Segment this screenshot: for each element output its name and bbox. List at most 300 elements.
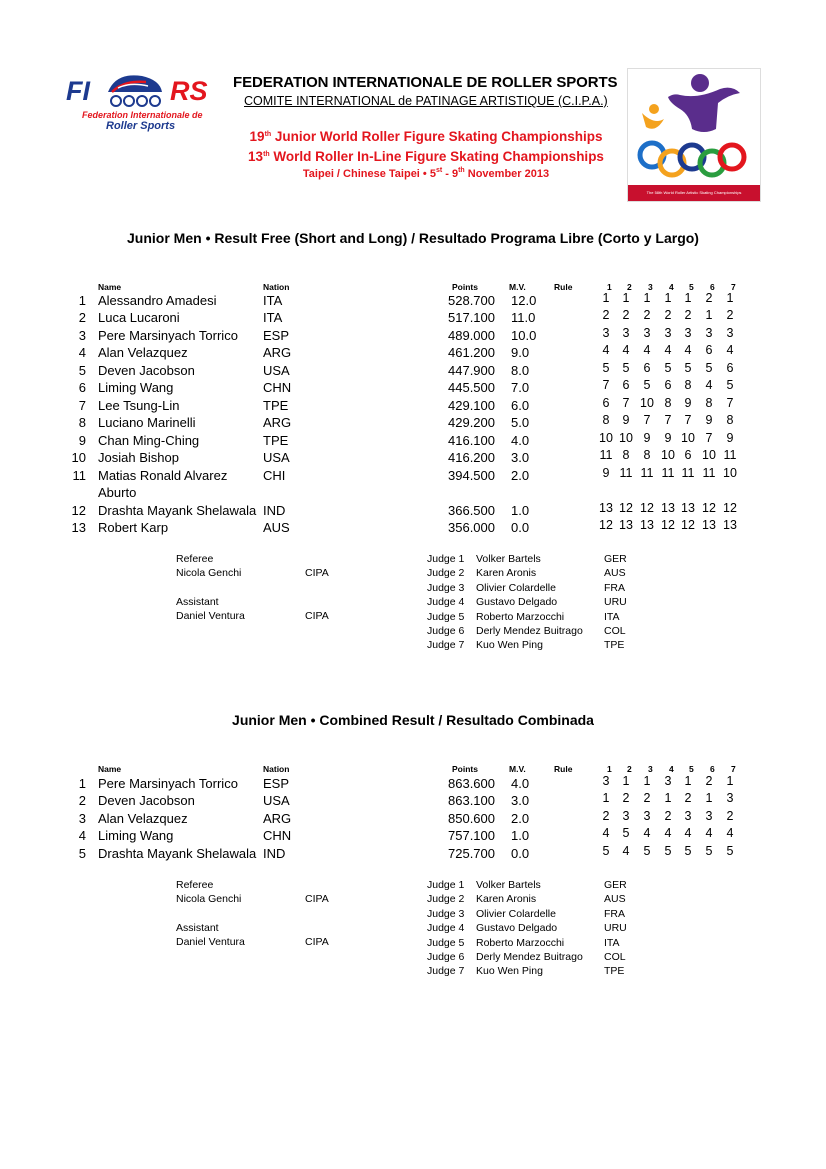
judge-nation: FRA bbox=[604, 581, 625, 594]
judge-mark-2: 12 bbox=[619, 501, 633, 515]
judge-mark-2: 9 bbox=[622, 413, 630, 427]
column-header-nation: Nation bbox=[263, 282, 290, 292]
judge-mark-4: 13 bbox=[661, 501, 675, 515]
judge-mark-3: 5 bbox=[643, 844, 651, 858]
column-header-points: Points bbox=[452, 764, 478, 774]
result-name-continued: Aburto bbox=[98, 485, 137, 500]
judge-mark-4: 7 bbox=[664, 413, 672, 427]
result-points: 356.000 bbox=[448, 520, 495, 535]
result-points: 489.000 bbox=[448, 328, 495, 343]
judge-nation: TPE bbox=[604, 965, 625, 978]
result-nation: CHN bbox=[263, 828, 292, 843]
result-rank: 1 bbox=[78, 776, 86, 791]
roller-skate-icon bbox=[102, 70, 166, 110]
result-rank: 1 bbox=[78, 293, 86, 308]
judge-mark-6: 2 bbox=[705, 291, 713, 305]
judge-label: Judge 6 bbox=[427, 951, 465, 963]
result-mv: 6.0 bbox=[511, 398, 530, 413]
org-title: FEDERATION INTERNATIONALE DE ROLLER SPORTS bbox=[233, 74, 618, 91]
judge-mark-1: 5 bbox=[602, 844, 610, 858]
judge-mark-7: 3 bbox=[726, 791, 734, 805]
result-nation: CHI bbox=[263, 468, 286, 483]
judge-mark-1: 2 bbox=[602, 308, 610, 322]
result-rank: 6 bbox=[78, 380, 86, 395]
column-header-judge-6: 6 bbox=[710, 282, 715, 292]
judge-mark-1: 9 bbox=[602, 466, 610, 480]
column-header-judge-7: 7 bbox=[731, 764, 736, 774]
judge-mark-7: 2 bbox=[726, 809, 734, 823]
judge-name: Kuo Wen Ping bbox=[476, 965, 543, 978]
judge-mark-1: 13 bbox=[599, 501, 613, 515]
judge-name: Olivier Colardelle bbox=[476, 581, 556, 594]
judge-mark-4: 5 bbox=[664, 844, 672, 858]
result-rank: 9 bbox=[78, 433, 86, 448]
org-subtitle: COMITE INTERNATIONAL de PATINAGE ARTISTIQUE (C.I.P.A.) bbox=[244, 94, 608, 108]
result-mv: 2.0 bbox=[511, 468, 530, 483]
result-name: Drashta Mayank Shelawala bbox=[98, 503, 257, 518]
judge-mark-1: 3 bbox=[602, 326, 610, 340]
result-name: Deven Jacobson bbox=[98, 363, 195, 378]
column-header-judge-3: 3 bbox=[648, 282, 653, 292]
referee-label: Referee bbox=[176, 553, 214, 565]
assistant-name: Daniel Ventura bbox=[176, 610, 245, 622]
result-mv: 10.0 bbox=[511, 328, 537, 343]
championship-logo-caption: The 58th World Roller Artistic Skating Championships bbox=[628, 185, 760, 201]
referee-name: Nicola Genchi bbox=[176, 893, 242, 905]
result-points: 447.900 bbox=[448, 363, 495, 378]
section-title-combined: Junior Men • Combined Result / Resultado Combinada bbox=[232, 712, 594, 728]
judge-mark-1: 5 bbox=[602, 361, 610, 375]
judge-name: Gustavo Delgado bbox=[476, 922, 558, 935]
championship-location: Taipei / Chinese Taipei • 5st - 9th November 2013 bbox=[302, 167, 550, 180]
judge-mark-1: 1 bbox=[602, 791, 610, 805]
judge-mark-3: 5 bbox=[643, 378, 651, 392]
judge-mark-7: 7 bbox=[726, 396, 734, 410]
judge-mark-4: 3 bbox=[664, 774, 672, 788]
judge-mark-5: 10 bbox=[681, 431, 695, 445]
result-mv: 1.0 bbox=[511, 828, 530, 843]
result-nation: ITA bbox=[263, 293, 283, 308]
column-header-points: Points bbox=[452, 282, 478, 292]
result-mv: 9.0 bbox=[511, 345, 530, 360]
result-name: Luciano Marinelli bbox=[98, 415, 196, 430]
result-name: Alan Velazquez bbox=[98, 345, 188, 360]
judge-name: Gustavo Delgado bbox=[476, 596, 558, 609]
judge-label: Judge 1 bbox=[427, 553, 465, 565]
judge-mark-3: 13 bbox=[640, 518, 654, 532]
judge-mark-6: 5 bbox=[705, 361, 713, 375]
judge-nation: URU bbox=[604, 596, 627, 609]
judge-mark-2: 5 bbox=[622, 826, 630, 840]
judge-mark-5: 4 bbox=[684, 826, 692, 840]
judge-label: Judge 7 bbox=[427, 965, 465, 978]
result-name: Drashta Mayank Shelawala bbox=[98, 846, 257, 861]
result-points: 850.600 bbox=[448, 811, 495, 826]
judge-mark-6: 6 bbox=[705, 343, 713, 357]
judge-mark-3: 10 bbox=[640, 396, 654, 410]
result-nation: IND bbox=[263, 503, 286, 518]
result-mv: 1.0 bbox=[511, 503, 530, 518]
judge-mark-6: 5 bbox=[705, 844, 713, 858]
result-mv: 3.0 bbox=[511, 793, 530, 808]
result-points: 863.100 bbox=[448, 793, 495, 808]
judge-mark-1: 12 bbox=[599, 518, 613, 532]
judge-mark-2: 1 bbox=[622, 291, 630, 305]
judge-mark-7: 5 bbox=[726, 844, 734, 858]
judge-name: Volker Bartels bbox=[476, 553, 541, 565]
judge-nation: ITA bbox=[604, 936, 620, 949]
column-header-name: Name bbox=[98, 282, 122, 292]
column-header-judge-1: 1 bbox=[607, 282, 612, 292]
result-name: Robert Karp bbox=[98, 520, 169, 535]
judge-mark-3: 4 bbox=[643, 826, 651, 840]
judge-mark-4: 10 bbox=[661, 448, 675, 462]
assistant-org: CIPA bbox=[305, 610, 329, 622]
judge-nation: COL bbox=[604, 951, 626, 963]
judge-mark-1: 4 bbox=[602, 826, 610, 840]
judge-mark-7: 5 bbox=[726, 378, 734, 392]
judge-mark-3: 1 bbox=[643, 774, 651, 788]
judge-mark-5: 3 bbox=[684, 326, 692, 340]
judge-mark-5: 1 bbox=[684, 291, 692, 305]
result-mv: 2.0 bbox=[511, 811, 530, 826]
assistant-label: Assistant bbox=[176, 922, 219, 934]
result-mv: 12.0 bbox=[511, 293, 537, 308]
judge-mark-3: 1 bbox=[643, 291, 651, 305]
judge-mark-6: 3 bbox=[705, 809, 713, 823]
judge-mark-4: 12 bbox=[661, 518, 675, 532]
judge-mark-3: 8 bbox=[643, 448, 651, 462]
judge-mark-5: 11 bbox=[681, 466, 695, 480]
result-nation: USA bbox=[263, 450, 290, 465]
result-name: Alan Velazquez bbox=[98, 811, 188, 826]
result-rank: 7 bbox=[78, 398, 86, 413]
judge-mark-3: 3 bbox=[643, 326, 651, 340]
result-points: 863.600 bbox=[448, 776, 495, 791]
championship-title-1: 19th Junior World Roller Figure Skating Championships bbox=[249, 129, 603, 144]
judge-mark-4: 11 bbox=[661, 466, 675, 480]
result-nation: USA bbox=[263, 363, 290, 378]
judge-mark-1: 8 bbox=[602, 413, 610, 427]
judge-mark-3: 6 bbox=[643, 361, 651, 375]
judge-mark-1: 3 bbox=[602, 774, 610, 788]
result-points: 461.200 bbox=[448, 345, 495, 360]
judge-mark-5: 12 bbox=[681, 518, 695, 532]
judge-mark-5: 5 bbox=[684, 361, 692, 375]
judge-mark-2: 3 bbox=[622, 326, 630, 340]
judge-mark-6: 13 bbox=[702, 518, 716, 532]
judge-mark-2: 8 bbox=[622, 448, 630, 462]
judge-name: Karen Aronis bbox=[476, 567, 537, 580]
judge-mark-1: 2 bbox=[602, 809, 610, 823]
skater-figure-icon bbox=[628, 69, 760, 185]
column-header-name: Name bbox=[98, 764, 122, 774]
judge-nation: URU bbox=[604, 922, 627, 935]
column-header-judge-6: 6 bbox=[710, 764, 715, 774]
judge-mark-7: 11 bbox=[723, 448, 737, 462]
judge-mark-1: 7 bbox=[602, 378, 610, 392]
judge-mark-4: 6 bbox=[664, 378, 672, 392]
result-mv: 7.0 bbox=[511, 380, 530, 395]
judge-mark-4: 2 bbox=[664, 809, 672, 823]
judge-mark-6: 2 bbox=[705, 774, 713, 788]
judge-label: Judge 2 bbox=[427, 893, 465, 906]
result-name: Luca Lucaroni bbox=[98, 310, 180, 325]
judge-name: Karen Aronis bbox=[476, 893, 537, 906]
judge-nation: GER bbox=[604, 553, 627, 565]
judge-mark-6: 1 bbox=[705, 308, 713, 322]
assistant-org: CIPA bbox=[305, 936, 329, 948]
result-nation: ARG bbox=[263, 811, 292, 826]
judge-mark-4: 4 bbox=[664, 343, 672, 357]
judge-name: Volker Bartels bbox=[476, 879, 541, 891]
judge-mark-3: 2 bbox=[643, 308, 651, 322]
judge-nation: AUS bbox=[604, 893, 626, 906]
judge-name: Roberto Marzocchi bbox=[476, 936, 565, 949]
judge-mark-7: 1 bbox=[726, 774, 734, 788]
judge-mark-4: 2 bbox=[664, 308, 672, 322]
judge-name: Kuo Wen Ping bbox=[476, 639, 543, 652]
judge-name: Roberto Marzocchi bbox=[476, 610, 565, 623]
column-header-judge-5: 5 bbox=[689, 282, 694, 292]
judge-mark-2: 5 bbox=[622, 361, 630, 375]
result-mv: 3.0 bbox=[511, 450, 530, 465]
result-mv: 4.0 bbox=[511, 433, 530, 448]
result-rank: 5 bbox=[78, 363, 86, 378]
column-header-judge-5: 5 bbox=[689, 764, 694, 774]
column-header-nation: Nation bbox=[263, 764, 290, 774]
judge-mark-4: 5 bbox=[664, 361, 672, 375]
judge-mark-2: 11 bbox=[619, 466, 633, 480]
result-name: Matias Ronald Alvarez bbox=[98, 468, 228, 483]
judge-mark-7: 2 bbox=[726, 308, 734, 322]
result-name: Chan Ming-Ching bbox=[98, 433, 200, 448]
logo-tagline-2: Roller Sports bbox=[106, 120, 176, 132]
result-points: 517.100 bbox=[448, 310, 495, 325]
judge-mark-3: 7 bbox=[643, 413, 651, 427]
championship-title-2: 13th World Roller In-Line Figure Skating Championships bbox=[248, 149, 604, 164]
judge-mark-2: 4 bbox=[622, 844, 630, 858]
result-nation: TPE bbox=[263, 398, 289, 413]
judge-mark-5: 4 bbox=[684, 343, 692, 357]
result-name: Pere Marsinyach Torrico bbox=[98, 776, 238, 791]
result-rank: 11 bbox=[72, 468, 86, 483]
fiars-logo bbox=[66, 70, 226, 132]
result-name: Liming Wang bbox=[98, 828, 174, 843]
result-points: 429.100 bbox=[448, 398, 495, 413]
judge-mark-1: 4 bbox=[602, 343, 610, 357]
result-nation: ESP bbox=[263, 776, 290, 791]
result-nation: ARG bbox=[263, 415, 292, 430]
judge-mark-5: 3 bbox=[684, 809, 692, 823]
result-rank: 2 bbox=[78, 310, 86, 325]
judge-nation: ITA bbox=[604, 610, 620, 623]
result-nation: CHN bbox=[263, 380, 292, 395]
result-rank: 2 bbox=[78, 793, 86, 808]
result-points: 416.200 bbox=[448, 450, 495, 465]
judge-name: Olivier Colardelle bbox=[476, 907, 556, 920]
judge-nation: AUS bbox=[604, 567, 626, 580]
result-mv: 4.0 bbox=[511, 776, 530, 791]
column-header-rule: Rule bbox=[554, 764, 573, 774]
judge-mark-6: 4 bbox=[705, 826, 713, 840]
judge-mark-4: 1 bbox=[664, 791, 672, 805]
judge-label: Judge 1 bbox=[427, 879, 465, 891]
column-header-mv: M.V. bbox=[509, 764, 526, 774]
judge-mark-6: 9 bbox=[705, 413, 713, 427]
result-points: 445.500 bbox=[448, 380, 495, 395]
result-rank: 5 bbox=[78, 846, 86, 861]
judge-mark-6: 12 bbox=[702, 501, 716, 515]
judge-mark-5: 9 bbox=[684, 396, 692, 410]
column-header-judge-7: 7 bbox=[731, 282, 736, 292]
judge-label: Judge 4 bbox=[427, 596, 465, 609]
judge-mark-5: 7 bbox=[684, 413, 692, 427]
judge-label: Judge 3 bbox=[427, 907, 465, 920]
assistant-label: Assistant bbox=[176, 596, 219, 608]
result-name: Liming Wang bbox=[98, 380, 174, 395]
result-rank: 13 bbox=[71, 520, 86, 535]
result-nation: USA bbox=[263, 793, 290, 808]
judge-mark-7: 6 bbox=[726, 361, 734, 375]
result-points: 725.700 bbox=[448, 846, 495, 861]
result-points: 366.500 bbox=[448, 503, 495, 518]
judge-label: Judge 5 bbox=[427, 936, 465, 949]
section-title-free: Junior Men • Result Free (Short and Long) / Resultado Programa Libre (Corto y Largo) bbox=[127, 230, 699, 246]
judge-nation: GER bbox=[604, 879, 627, 891]
result-rank: 4 bbox=[78, 345, 86, 360]
judge-mark-7: 1 bbox=[726, 291, 734, 305]
logo-rs-text: RS bbox=[170, 76, 208, 106]
judge-mark-6: 4 bbox=[705, 378, 713, 392]
judge-mark-2: 4 bbox=[622, 343, 630, 357]
result-nation: AUS bbox=[263, 520, 290, 535]
column-header-judge-2: 2 bbox=[627, 764, 632, 774]
judge-mark-5: 6 bbox=[684, 448, 692, 462]
judge-mark-3: 12 bbox=[640, 501, 654, 515]
championship-logo bbox=[627, 68, 761, 202]
referee-label: Referee bbox=[176, 879, 214, 891]
judge-mark-3: 2 bbox=[643, 791, 651, 805]
column-header-judge-4: 4 bbox=[669, 764, 674, 774]
judge-mark-5: 13 bbox=[681, 501, 695, 515]
judge-mark-2: 2 bbox=[622, 308, 630, 322]
result-name: Deven Jacobson bbox=[98, 793, 195, 808]
judge-mark-5: 1 bbox=[684, 774, 692, 788]
result-rank: 12 bbox=[71, 503, 86, 518]
result-nation: IND bbox=[263, 846, 286, 861]
judge-mark-3: 11 bbox=[640, 466, 654, 480]
judge-mark-6: 8 bbox=[705, 396, 713, 410]
result-points: 528.700 bbox=[448, 293, 495, 308]
judge-label: Judge 2 bbox=[427, 567, 465, 580]
result-name: Alessandro Amadesi bbox=[98, 293, 217, 308]
result-mv: 0.0 bbox=[511, 846, 530, 861]
judge-mark-6: 1 bbox=[705, 791, 713, 805]
judge-mark-4: 1 bbox=[664, 291, 672, 305]
judge-mark-7: 4 bbox=[726, 343, 734, 357]
judge-name: Derly Mendez Buitrago bbox=[476, 625, 583, 637]
judge-mark-1: 1 bbox=[602, 291, 610, 305]
judge-mark-7: 12 bbox=[723, 501, 737, 515]
result-points: 416.100 bbox=[448, 433, 495, 448]
column-header-judge-3: 3 bbox=[648, 764, 653, 774]
column-header-mv: M.V. bbox=[509, 282, 526, 292]
column-header-judge-2: 2 bbox=[627, 282, 632, 292]
judge-mark-2: 3 bbox=[622, 809, 630, 823]
judge-label: Judge 7 bbox=[427, 639, 465, 652]
judge-mark-2: 7 bbox=[622, 396, 630, 410]
column-header-rule: Rule bbox=[554, 282, 573, 292]
judge-mark-6: 11 bbox=[702, 466, 716, 480]
result-name: Josiah Bishop bbox=[98, 450, 179, 465]
judge-nation: TPE bbox=[604, 639, 625, 652]
judge-mark-7: 9 bbox=[726, 431, 734, 445]
judge-mark-5: 2 bbox=[684, 791, 692, 805]
judge-mark-1: 11 bbox=[599, 448, 613, 462]
referee-name: Nicola Genchi bbox=[176, 567, 242, 579]
judge-mark-6: 3 bbox=[705, 326, 713, 340]
result-points: 394.500 bbox=[448, 468, 495, 483]
result-nation: TPE bbox=[263, 433, 289, 448]
judge-nation: FRA bbox=[604, 907, 625, 920]
judge-mark-2: 13 bbox=[619, 518, 633, 532]
judge-mark-2: 6 bbox=[622, 378, 630, 392]
judge-mark-6: 10 bbox=[702, 448, 716, 462]
judge-mark-1: 10 bbox=[599, 431, 613, 445]
result-mv: 8.0 bbox=[511, 363, 530, 378]
assistant-name: Daniel Ventura bbox=[176, 936, 245, 948]
judge-mark-7: 8 bbox=[726, 413, 734, 427]
judge-mark-7: 13 bbox=[723, 518, 737, 532]
judge-label: Judge 3 bbox=[427, 581, 465, 594]
result-rank: 3 bbox=[78, 811, 86, 826]
judge-mark-2: 2 bbox=[622, 791, 630, 805]
result-nation: ITA bbox=[263, 310, 283, 325]
column-header-judge-1: 1 bbox=[607, 764, 612, 774]
judge-mark-7: 3 bbox=[726, 326, 734, 340]
judge-mark-4: 4 bbox=[664, 826, 672, 840]
judge-mark-6: 7 bbox=[705, 431, 713, 445]
result-mv: 11.0 bbox=[511, 310, 536, 325]
result-nation: ARG bbox=[263, 345, 292, 360]
result-rank: 4 bbox=[78, 828, 86, 843]
judge-mark-7: 10 bbox=[723, 466, 737, 480]
logo-tagline-1: Federation Internationale de bbox=[82, 110, 203, 120]
result-name: Lee Tsung-Lin bbox=[98, 398, 180, 413]
judge-mark-1: 6 bbox=[602, 396, 610, 410]
judge-label: Judge 4 bbox=[427, 922, 465, 935]
judge-mark-3: 9 bbox=[643, 431, 651, 445]
column-header-judge-4: 4 bbox=[669, 282, 674, 292]
judge-label: Judge 5 bbox=[427, 610, 465, 623]
judge-mark-2: 10 bbox=[619, 431, 633, 445]
judge-name: Derly Mendez Buitrago bbox=[476, 951, 583, 963]
result-nation: ESP bbox=[263, 328, 290, 343]
judge-mark-4: 8 bbox=[664, 396, 672, 410]
result-mv: 0.0 bbox=[511, 520, 530, 535]
judge-mark-3: 4 bbox=[643, 343, 651, 357]
judge-mark-5: 8 bbox=[684, 378, 692, 392]
judge-mark-4: 3 bbox=[664, 326, 672, 340]
result-rank: 3 bbox=[78, 328, 86, 343]
result-name: Pere Marsinyach Torrico bbox=[98, 328, 238, 343]
judge-mark-2: 1 bbox=[622, 774, 630, 788]
logo-fi-text: FI bbox=[66, 76, 90, 106]
referee-org: CIPA bbox=[305, 567, 329, 579]
judge-nation: COL bbox=[604, 625, 626, 637]
judge-mark-3: 3 bbox=[643, 809, 651, 823]
